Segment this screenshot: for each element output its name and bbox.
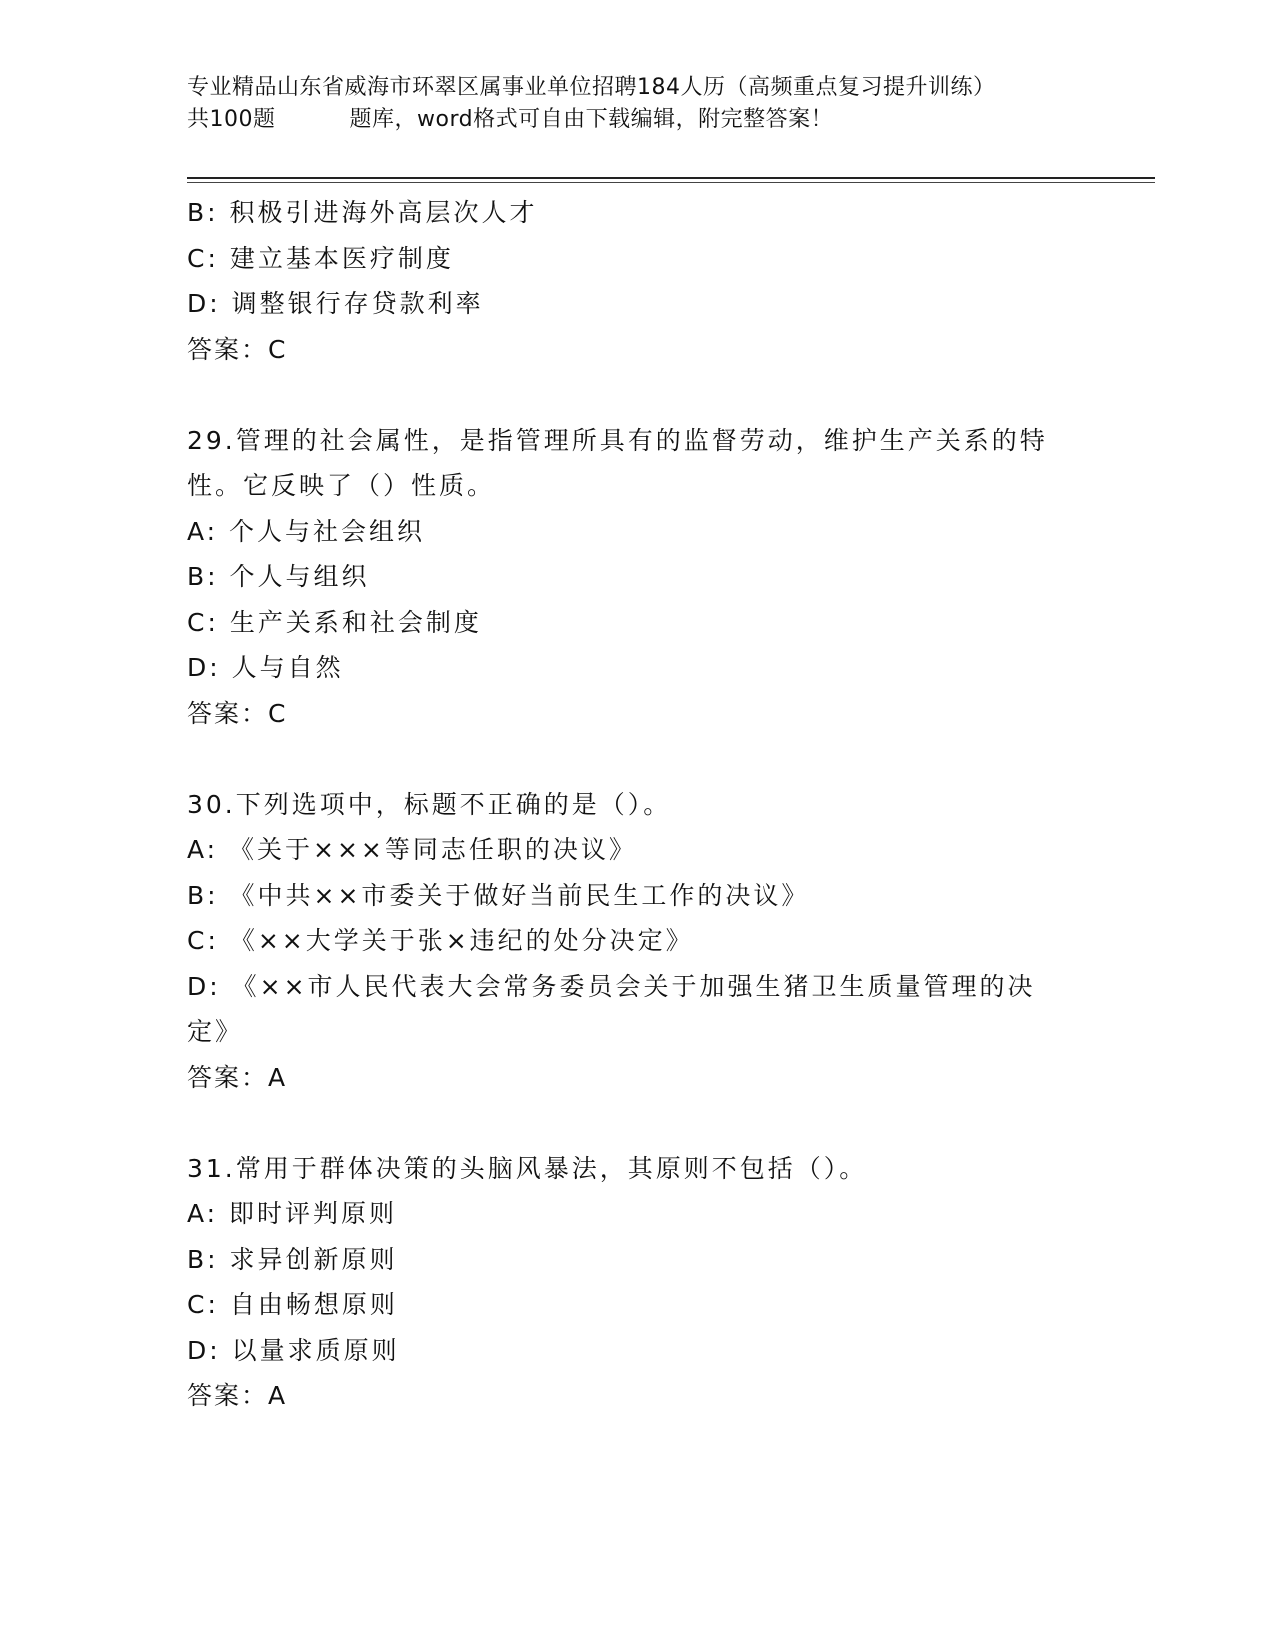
question-stem: 31.常用于群体决策的头脑风暴法，其原则不包括（）。 xyxy=(187,1153,868,1183)
option-b: B: 个人与组织 xyxy=(187,562,370,591)
option-a: A: 个人与社会组织 xyxy=(187,516,426,546)
option-a: A: 《关于×××等同志任职的决议》 xyxy=(187,835,637,864)
question-stem: 30.下列选项中，标题不正确的是（）。 xyxy=(187,789,672,819)
answer-line: 答案：A xyxy=(187,1062,288,1092)
header-question-count: 共100题 xyxy=(187,107,276,132)
option-c: C: 《××大学关于张×违纪的处分决定》 xyxy=(187,926,694,955)
option-d: D: 以量求质原则 xyxy=(187,1335,400,1365)
header-subtitle-line xyxy=(187,104,1087,136)
option-b: B: 积极引进海外高层次人才 xyxy=(187,198,538,227)
option-c: C: 生产关系和社会制度 xyxy=(187,607,482,637)
document-body xyxy=(187,190,1077,1419)
option-d: D: 调整银行存贷款利率 xyxy=(187,289,484,318)
question-stem: 29.管理的社会属性，是指管理所具有的监督劳动，维护生产关系的特性。它反映了（）性质。 xyxy=(187,425,1048,500)
question-29 xyxy=(187,418,1077,737)
header-divider-thick xyxy=(187,177,1155,179)
option-d: D: 《××市人民代表大会常务委员会关于加强生猪卫生质量管理的决定》 xyxy=(187,971,1036,1046)
option-c: C: 建立基本医疗制度 xyxy=(187,243,454,273)
header-divider-thin xyxy=(187,182,1155,183)
option-a: A: 即时评判原则 xyxy=(187,1199,398,1228)
option-d: D: 人与自然 xyxy=(187,653,344,682)
question-30 xyxy=(187,782,1077,1101)
question-31 xyxy=(187,1146,1077,1419)
answer-line: 答案：C xyxy=(187,698,288,728)
option-b: B: 《中共××市委关于做好当前民生工作的决议》 xyxy=(187,880,810,910)
option-b: B: 求异创新原则 xyxy=(187,1244,398,1274)
question-28-continued xyxy=(187,190,1077,372)
answer-line: 答案：A xyxy=(187,1381,288,1410)
answer-line: 答案：C xyxy=(187,334,288,364)
header-title-line: 专业精品山东省威海市环翠区属事业单位招聘184人历（高频重点复习提升训练） xyxy=(187,75,996,100)
header-description: 题库，word格式可自由下载编辑，附完整答案！ xyxy=(349,107,834,132)
document-header xyxy=(187,72,1087,136)
option-c: C: 自由畅想原则 xyxy=(187,1290,398,1319)
